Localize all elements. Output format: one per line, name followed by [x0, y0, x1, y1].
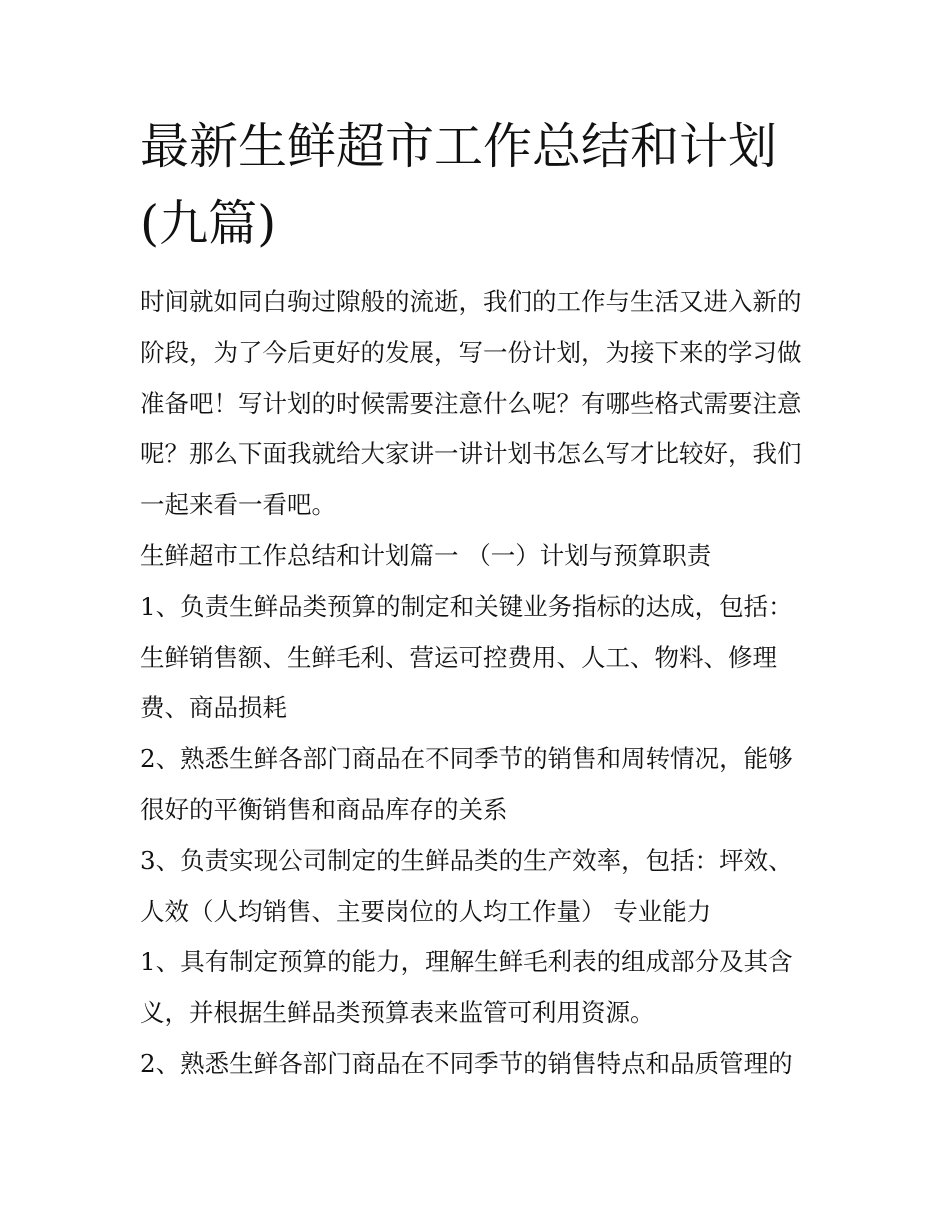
body-line: 人效（人均销售、主要岗位的人均工作量） 专业能力 — [140, 896, 712, 926]
document-body — [140, 277, 820, 1090]
title-line: 最新生鲜超市工作总结和计划 — [140, 118, 778, 175]
body-line: 很好的平衡销售和商品库存的关系 — [140, 794, 508, 824]
body-line: 3、负责实现公司制定的生鲜品类的生产效率，包括：坪效、 — [140, 845, 793, 875]
body-line: 义，并根据生鲜品类预算表来监管可利用资源。 — [140, 998, 655, 1028]
body-line: 呢？那么下面我就给大家讲一讲计划书怎么写才比较好，我们 — [140, 439, 802, 469]
body-line: 1、具有制定预算的能力，理解生鲜毛利表的组成部分及其含 — [140, 947, 793, 977]
title-line: (九篇) — [140, 195, 277, 252]
body-line: 2、熟悉生鲜各部门商品在不同季节的销售和周转情况，能够 — [140, 744, 793, 774]
section-heading: 生鲜超市工作总结和计划篇一 （一）计划与预算职责 — [140, 540, 712, 570]
body-line: 一起来看一看吧。 — [140, 490, 336, 520]
body-line: 生鲜销售额、生鲜毛利、营运可控费用、人工、物料、修理 — [140, 642, 777, 672]
document-title — [140, 108, 820, 262]
body-line: 1、负责生鲜品类预算的制定和关键业务指标的达成，包括： — [140, 591, 793, 621]
body-line: 时间就如同白驹过隙般的流逝，我们的工作与生活又进入新的 — [140, 287, 802, 316]
body-line: 费、商品损耗 — [140, 693, 287, 723]
body-line: 准备吧！写计划的时候需要注意什么呢？有哪些格式需要注意 — [140, 388, 802, 418]
body-line: 2、熟悉生鲜各部门商品在不同季节的销售特点和品质管理的 — [140, 1048, 793, 1078]
body-line: 阶段，为了今后更好的发展，写一份计划，为接下来的学习做 — [140, 337, 802, 367]
